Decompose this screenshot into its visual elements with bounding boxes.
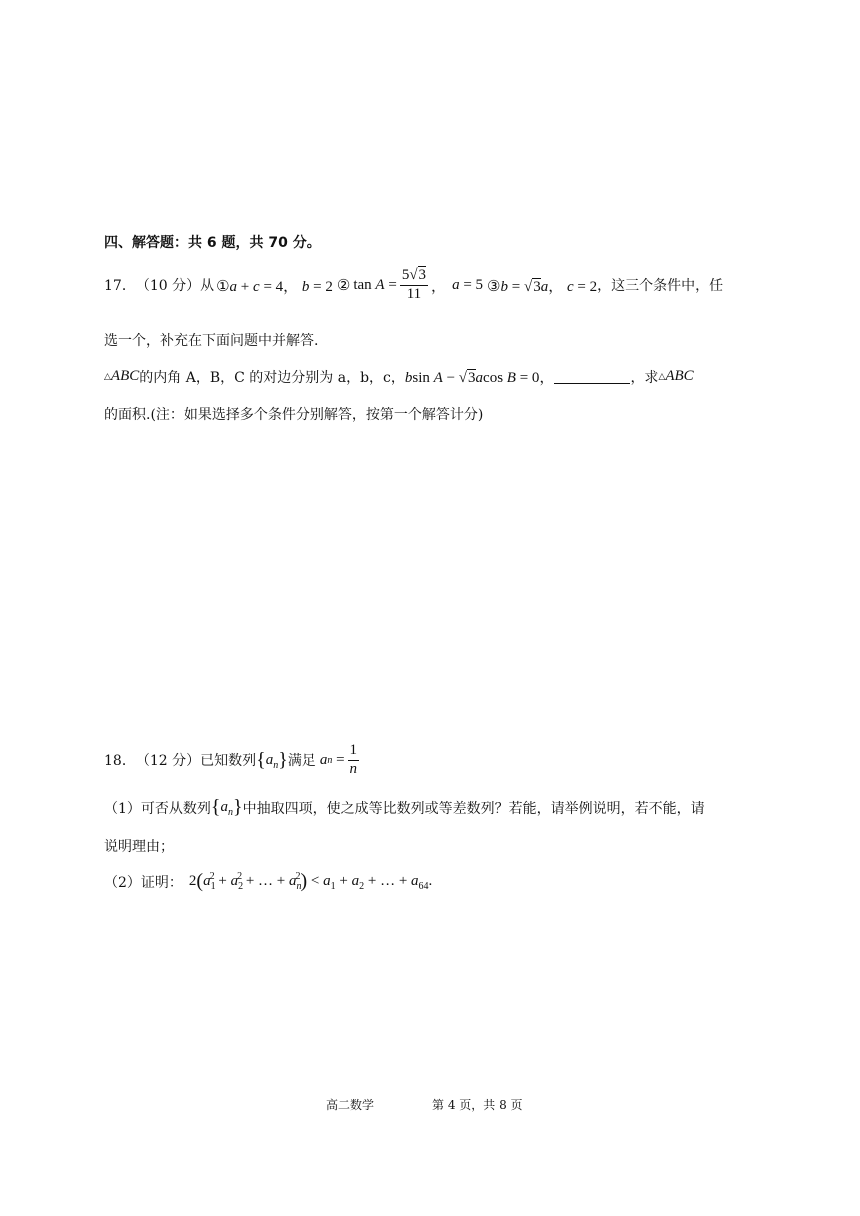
condition-2: ② tan A = $\frac{5√3}{11}$ ， a = 5 [336, 267, 484, 302]
q18-part-1-line-2: 说明理由； [104, 839, 174, 855]
fill-in-blank[interactable] [554, 369, 630, 384]
q17-line-4: 的面积.(注：如果选择多个条件分别解答，按第一个解答计分) [104, 407, 484, 423]
q17-line-1 [104, 262, 723, 308]
q18-part-1: （1） 可否从数列 $\{a_n\}$ 中抽取四项，使之成等比数列或等差数列？若能，请举例说明，若不能，请 [104, 796, 705, 818]
condition-equation: bsin A − √3acos B = 0， [404, 370, 555, 386]
q17-number: 17． [104, 278, 136, 294]
condition-1: ①a + c = 4， b = 2 [216, 278, 333, 295]
q17-score: （10 分） [135, 278, 201, 294]
q18-part-2: （2） 证明： $2(a_1^2 + a_2^2$ + … + $a_n^2) < a_1 + a_2$ + … + $a_{64}$. [104, 870, 433, 892]
inequality: $2(a_1^2 + a_2^2$ + … + $a_n^2) < a_1 + a_2$ + … + $a_{64}$. [188, 870, 433, 892]
q17-tail: ，这三个条件中，任 [597, 278, 724, 294]
footer-page-number: 第 4 页，共 8 页 [432, 1098, 523, 1112]
tan-fraction: $\frac{5√3}{11}$ [401, 267, 427, 302]
condition-3: ③b = √3a， c = 2 [487, 278, 598, 295]
sequence-formula: a n = $\frac{1}{n}$ [319, 742, 358, 777]
q17-line-2: 选一个，补充在下面问题中并解答. [104, 333, 319, 349]
q17-intro: 从 [200, 278, 215, 294]
section-heading: 四、解答题：共 6 题，共 70 分。 [104, 235, 321, 251]
footer-subject: 高二数学 [326, 1098, 375, 1112]
q17-line-3: △ ABC 的内角 A，B，C 的对边分别为 a，b，c， bsin A − √3acos B = 0， ，求 △ ABC [104, 368, 694, 386]
sequence-symbol: $\{a_n\}$ [256, 748, 288, 771]
q18-line-1: 18． （12 分） 已知数列 $\{a_n\}$ 满足 a n = $\frac{1}{n}$ [104, 740, 362, 780]
